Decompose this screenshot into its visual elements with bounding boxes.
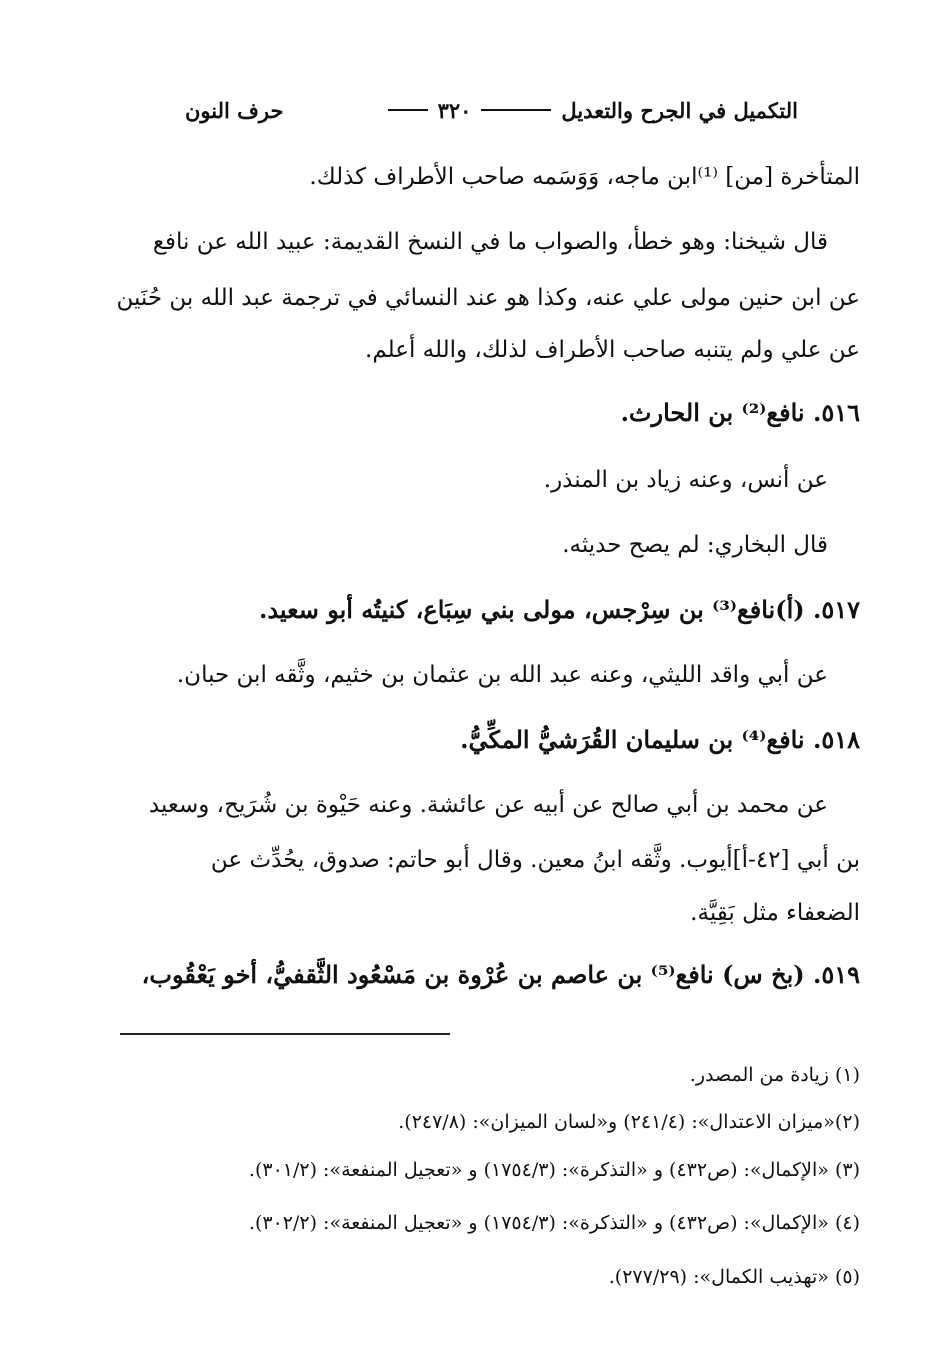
entry-heading-518: ٥١٨. نافع⁽⁴⁾ بن سليمان القُرَشيُّ المكِّيُّ. (460, 725, 860, 754)
footnote: (٢)«ميزان الاعتدال»: (٢٤١/٤) و«لسان الميزان»: (٢٤٧/٨). (398, 1111, 860, 1133)
running-header (185, 88, 798, 132)
entry-heading-517: ٥١٧. (أ)نافع⁽³⁾ بن سِرْجس، مولى بني سِبَاع، كنيتُه أبو سعيد. (258, 595, 860, 624)
text-line: عن محمد بن أبي صالح عن أبيه عن عائشة. وعنه حَيْوة بن شُرَيح، وسعيد (148, 792, 828, 818)
text-line: عن أنس، وعنه زياد بن المنذر. (543, 467, 828, 493)
entry-heading-519: ٥١٩. (بخ س) نافع⁽⁵⁾ بن عاصم بن عُرْوة بن مَسْعُود الثَّقفيُّ، أخو يَعْقُوب، (141, 960, 860, 989)
page-number: ٣٢٠ (437, 97, 472, 123)
text-line: المتأخرة [من] ⁽¹⁾ابن ماجه، وَوَسَمه صاحب الأطراف كذلك. (309, 164, 860, 190)
header-dash (481, 109, 551, 111)
text-line: الضعفاء مثل بَقِيَّة. (690, 900, 860, 926)
footnote-separator (120, 1033, 450, 1035)
footnote: (٣) «الإكمال»: (ص٤٣٢) و «التذكرة»: (١٧٥٤/٣) و «تعجيل المنفعة»: (٣٠١/٢). (248, 1159, 860, 1181)
header-dash (388, 109, 428, 111)
text-line: عن ابن حنين مولى علي عنه، وكذا هو عند النسائي في ترجمة عبد الله بن حُنَين (116, 285, 860, 311)
footnote: (٤) «الإكمال»: (ص٤٣٢) و «التذكرة»: (١٧٥٤/٣) و «تعجيل المنفعة»: (٣٠٢/٢). (248, 1212, 860, 1234)
header-chapter-group (185, 98, 284, 123)
chapter-title: حرف النون (185, 97, 284, 123)
text-line: عن علي ولم يتنبه صاحب الأطراف لذلك، والله أعلم. (365, 337, 860, 363)
header-title-group (388, 98, 798, 123)
footnote: (٥) «تهذيب الكمال»: (٢٧٧/٢٩). (608, 1266, 860, 1288)
text-line: بن أبي [٤٢-أ]أيوب. وثَّقه ابنُ معين. وقال أبو حاتم: صدوق، يحُدِّث عن (210, 847, 860, 873)
book-title: التكميل في الجرح والتعديل (561, 97, 798, 123)
text-line: قال البخاري: لم يصح حديثه. (562, 532, 828, 558)
entry-heading-516: ٥١٦. نافع⁽²⁾ بن الحارث. (620, 398, 860, 427)
footnote: (١) زيادة من المصدر. (689, 1064, 860, 1086)
text-line: عن أبي واقد الليثي، وعنه عبد الله بن عثمان بن خثيم، وثَّقه ابن حبان. (176, 662, 828, 688)
text-line: قال شيخنا: وهو خطأ، والصواب ما في النسخ القديمة: عبيد الله عن نافع (152, 229, 828, 255)
